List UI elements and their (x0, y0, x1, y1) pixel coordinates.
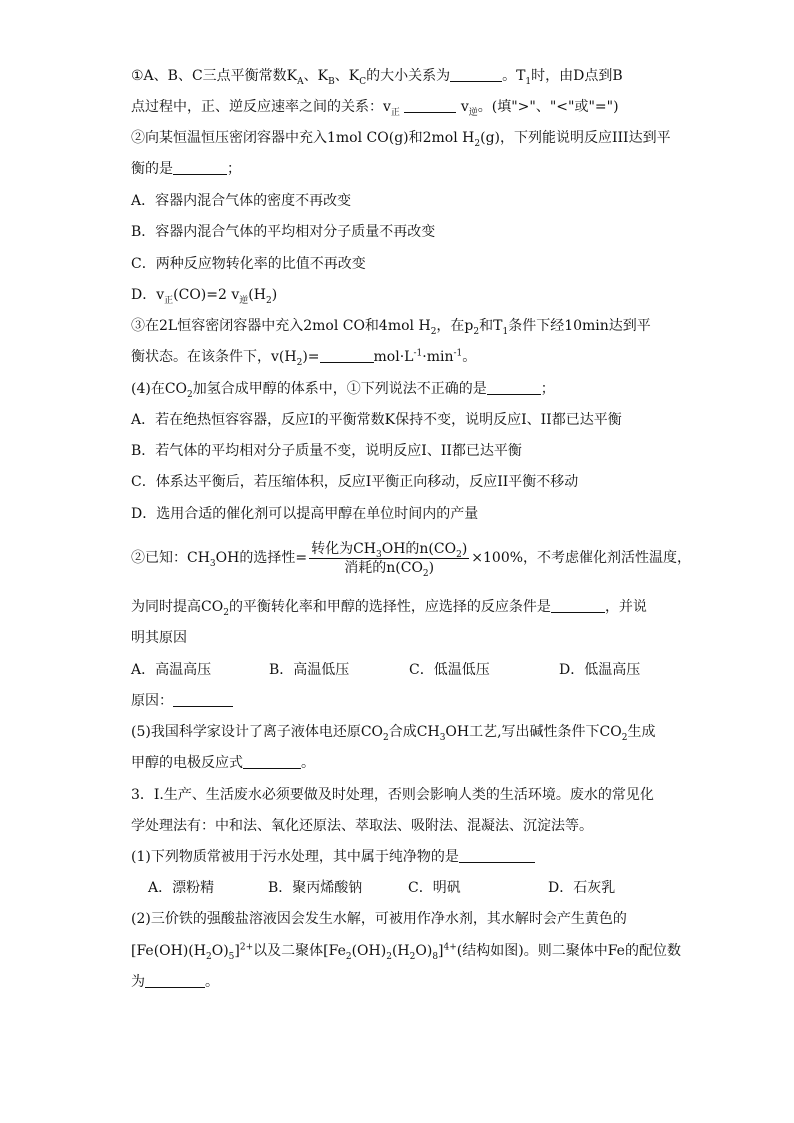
choice-b: B．高温低压 (269, 662, 350, 678)
question-1-line-1: ①A、B、C三点平衡常数$K_A$、$K_B$、$K_C$的大小关系为 。$T_1$时，由D点到B (131, 68, 623, 87)
option-a: A．若在绝热恒容容器，反应I的平衡常数K保持不变，说明反应I、II都已达平衡 (131, 412, 622, 428)
answer-blank[interactable] (551, 598, 605, 613)
option-d: D．石灰乳 (548, 880, 616, 896)
choice-row (131, 660, 640, 680)
question-1-line-2: 点过程中，正、逆反应速率之间的关系：$v_正$ $v_逆$。(填">"、"<"或"=") (131, 99, 619, 118)
problem-3-options (148, 878, 615, 898)
question-4-line-3: 为同时提高$CO_2$的平衡转化率和甲醇的选择性，应选择的反应条件是 ，并说 (131, 599, 647, 618)
option-b: B．容器内混合气体的平均相对分子质量不再改变 (131, 224, 436, 240)
answer-blank[interactable] (320, 348, 374, 363)
choice-c: C．低温低压 (409, 662, 490, 678)
answer-blank[interactable] (145, 973, 205, 988)
choice-a: A．高温高压 (131, 662, 212, 678)
option-a: A．容器内混合气体的密度不再改变 (131, 193, 352, 209)
option-c: C．体系达平衡后，若压缩体积，反应I平衡正向移动，反应II平衡不移动 (131, 474, 579, 490)
option-b: B．若气体的平均相对分子质量不变，说明反应I、II都已达平衡 (131, 443, 522, 459)
question-2-line-2: 衡的是 ； (131, 161, 241, 177)
answer-blank[interactable] (173, 160, 227, 175)
question-3-line-1: ③在2L恒容密闭容器中充入2mol CO和4mol $H_2$，在$p_2$和$T_1$条件下经10min达到平 (131, 318, 651, 337)
question-5-line-1: (5)我国科学家设计了离子液体电还原$CO_2$合成$CH_3OH$工艺,写出碱性条件下$CO_2$生成 (131, 724, 656, 743)
problem-3-sub-2-line-3: 为 。 (131, 974, 219, 990)
fraction-numerator: 转化为$CH_3OH$的$n(CO_2)$ (311, 540, 468, 560)
answer-blank[interactable] (243, 754, 301, 769)
option-d: D．$v_正(CO)=2$ $v_逆(H_2)$ (131, 287, 278, 306)
question-5-line-2: 甲醇的电极反应式 。 (131, 755, 315, 771)
answer-blank[interactable] (450, 67, 502, 82)
option-a: A．漂粉精 (148, 880, 215, 896)
option-c: C．两种反应物转化率的比值不再改变 (131, 256, 366, 272)
fraction-denominator: 消耗的$n(CO_2)$ (344, 559, 435, 579)
problem-3-line-2: 学处理法有：中和法、氧化还原法、萃取法、吸附法、混凝法、沉淀法等。 (131, 818, 593, 834)
reason-line: 原因： (131, 691, 233, 711)
question-4-line-4: 明其原因 (131, 630, 187, 646)
option-c: C．明矾 (408, 880, 461, 896)
selectivity-formula: ②已知：$CH_3OH$的选择性= $\frac{转化为CH_3OH的n(CO_2)}{消耗的n(CO_2)}$ ×100%，不考虑催化剂活性温度， (131, 540, 692, 579)
problem-3-line-1: 3．Ⅰ.生产、生活废水必须要做及时处理，否则会影响人类的生活环境。废水的常见化 (131, 787, 654, 803)
answer-blank[interactable] (404, 98, 456, 113)
answer-blank[interactable] (459, 848, 535, 863)
answer-blank[interactable] (487, 380, 541, 395)
problem-3-sub-2-line-2: $[Fe(OH)(H_2O)_5]^{2+}$以及二聚体$[Fe_2(OH)_2(H_2O)_8]^{4+}$(结构如图)。则二聚体中Fe的配位数 (131, 942, 681, 962)
option-d: D．选用合适的催化剂可以提高甲醇在单位时间内的产量 (131, 506, 479, 522)
fraction (309, 540, 469, 579)
option-b: B．聚丙烯酸钠 (268, 880, 363, 896)
answer-blank[interactable] (173, 692, 233, 707)
choice-d: D．低温高压 (559, 662, 641, 678)
question-4-line-1: (4)在$CO_2$加氢合成甲醇的体系中，①下列说法不正确的是 ； (131, 381, 555, 400)
question-3-line-2: 衡状态。在该条件下，$v(H_2)= mol\cdot L^{-1}\cdot\min^{-1}$。 (131, 348, 477, 368)
problem-3-sub-1: (1)下列物质常被用于污水处理，其中属于纯净物的是 (131, 847, 535, 867)
question-2-line-1: ②向某恒温恒压密闭容器中充入1mol CO(g)和2mol $H_2(g)$，下列能说明反应III达到平 (131, 130, 671, 149)
problem-3-sub-2: (2)三价铁的强酸盐溶液因会发生水解，可被用作净水剂，其水解时会产生黄色的 (131, 911, 627, 927)
